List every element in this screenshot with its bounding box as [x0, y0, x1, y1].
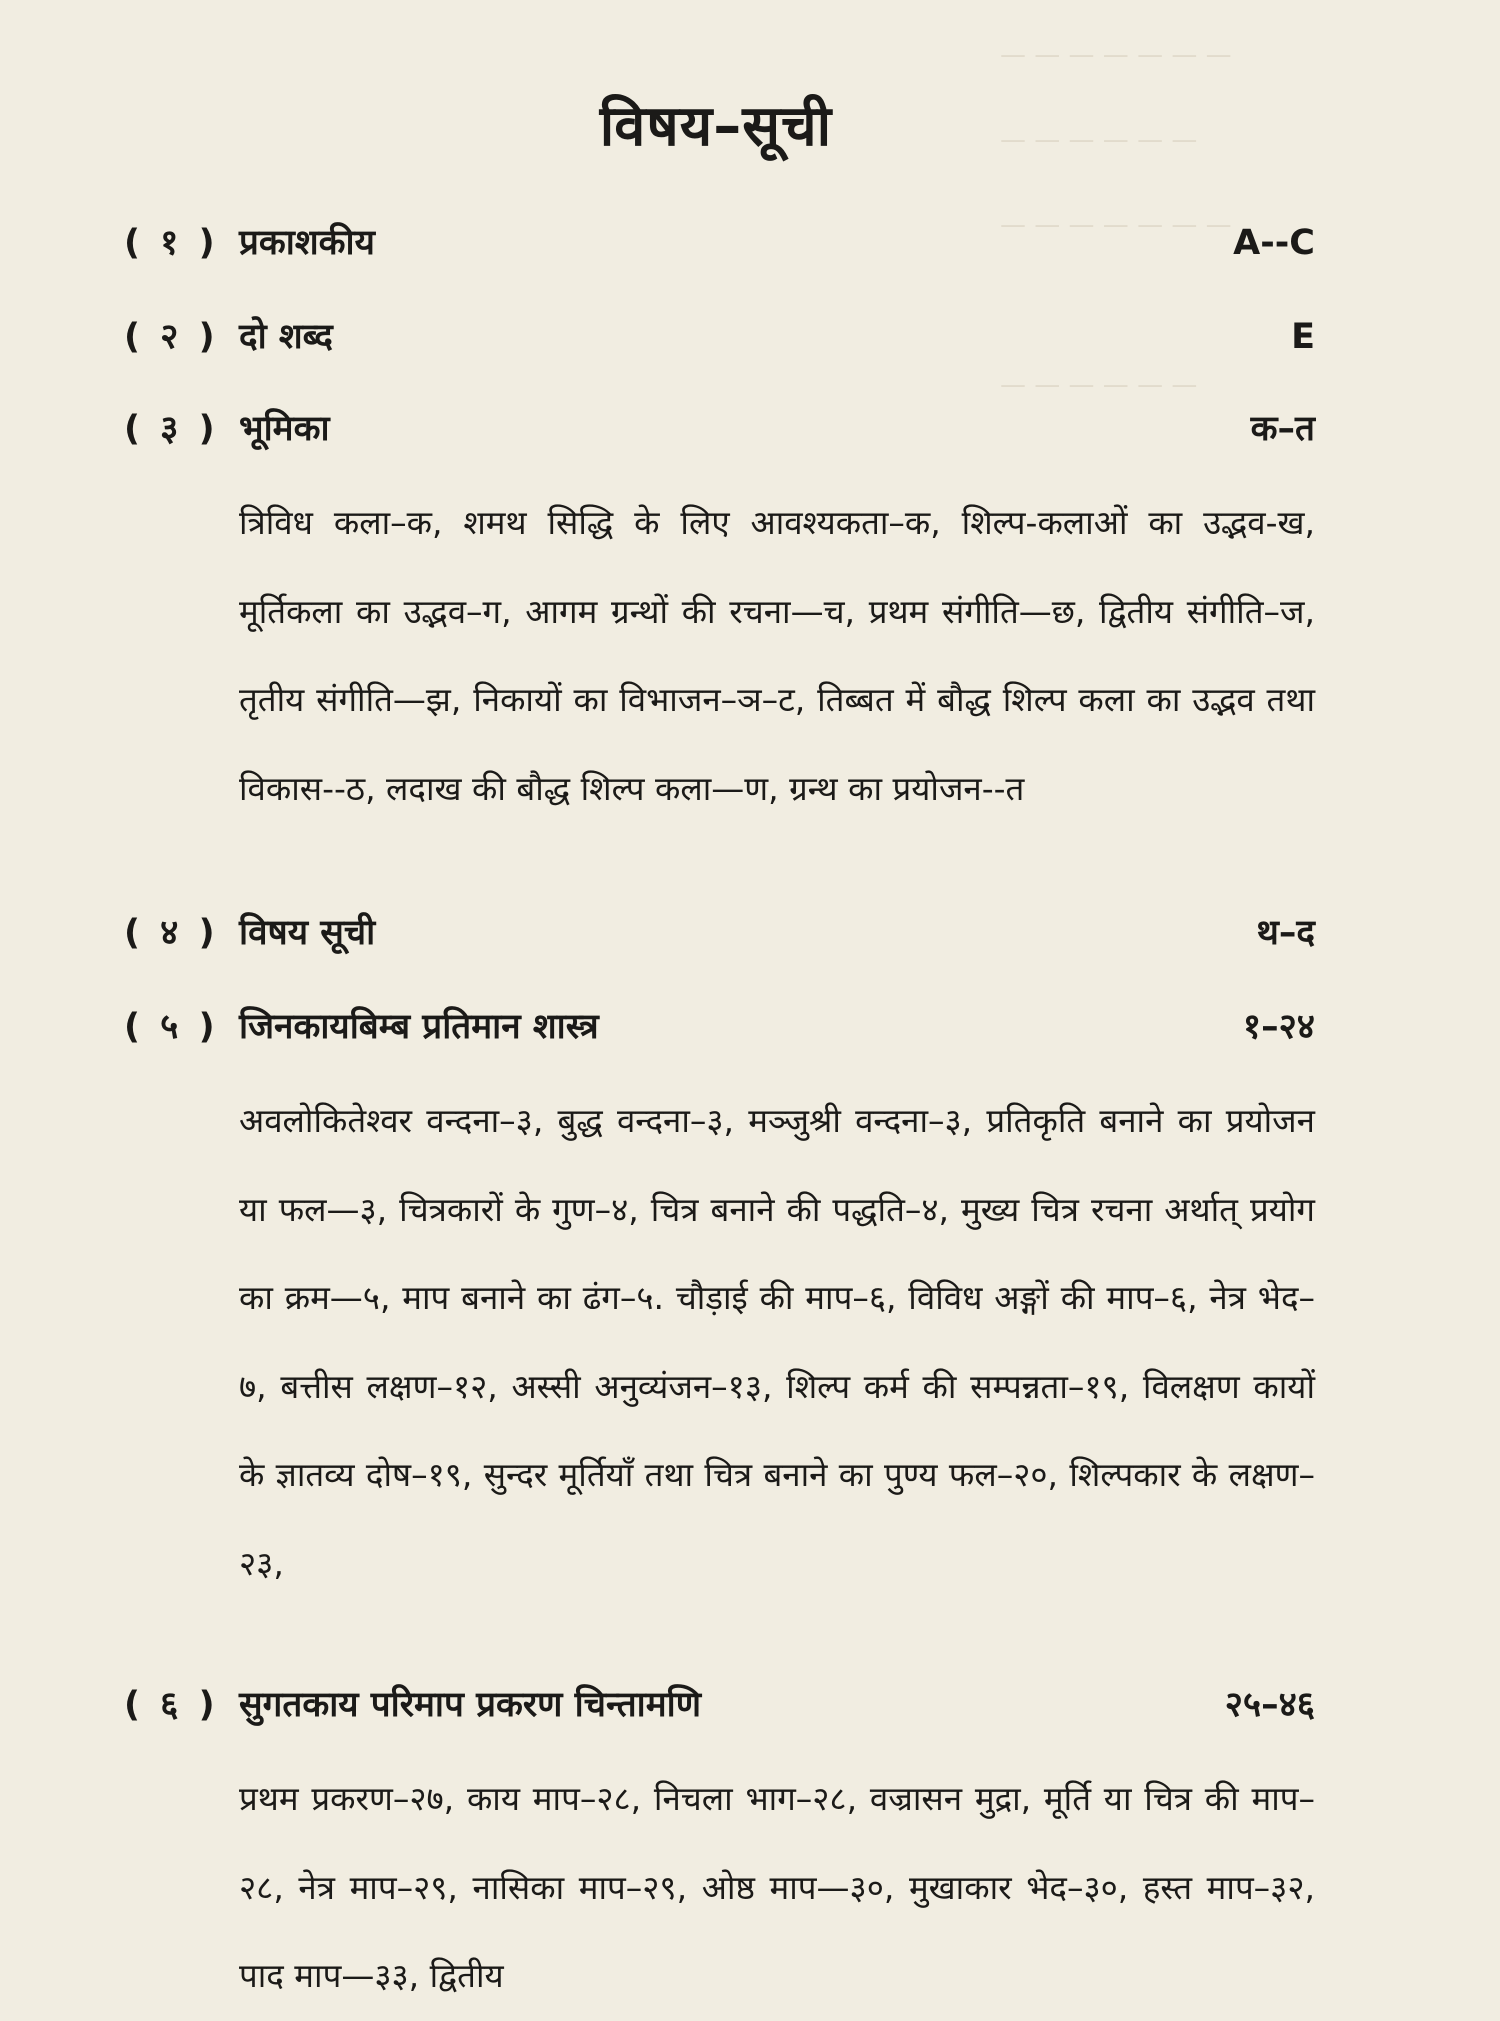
entry-number: ( ६ ) [124, 1685, 219, 1725]
toc-entry-heading [124, 1002, 1315, 1049]
entry-pages: E [1291, 317, 1315, 357]
entry-pages: क–त [1250, 409, 1315, 449]
entry-pages: थ–द [1256, 913, 1315, 953]
entry-title: भूमिका [239, 409, 330, 449]
page-title: विषय–सूची [599, 94, 833, 159]
bleed-through-text: — — — — — — [1000, 370, 1198, 400]
toc-entry [124, 908, 1315, 955]
entry-title: सुगतकाय परिमाप प्रकरण चिन्तामणि [239, 1685, 702, 1725]
toc-entry [124, 1680, 1315, 2021]
toc-entry-heading [124, 218, 1315, 265]
toc-entry-heading [124, 1680, 1315, 1727]
entry-pages: २५–४६ [1224, 1685, 1315, 1725]
entry-pages: १–२४ [1242, 1007, 1315, 1047]
bleed-through-text: — — — — — — [1000, 125, 1198, 155]
entry-description: अवलोकितेश्वर वन्दना–३, बुद्ध वन्दना–३, मञ्जुश्री वन्दना–३, प्रतिकृति बनाने का प्रयोजन या फल—३, चित्रकारों के गुण–४, चित्र बनाने की पद्धति–४, मुख्य चित्र रचना अर्थात् प्रयोग का क्रम—५, माप बनाने का ढंग–५. चौड़ाई की माप–६, विविध अङ्गों की माप–६, नेत्र भेद–७, बत्तीस लक्षण–१२, अस्सी अनुव्यंजन–१३, शिल्प कर्म की सम्पन्नता–१९, विलक्षण कायों के ज्ञातव्य दोष–१९, सुन्दर मूर्तियाँ तथा चित्र बनाने का पुण्य फल–२०, शिल्पकार के लक्षण–२३, [239, 1101, 1315, 1583]
entry-description: प्रथम प्रकरण–२७, काय माप–२८, निचला भाग–२८, वज्रासन मुद्रा, मूर्ति या चित्र की माप–२८, नेत्र माप–२९, नासिका माप–२९, ओष्ठ माप—३०, मुखाकार भेद–३०, हस्त माप–३२, पाद माप—३३, द्वितीय [239, 1779, 1315, 1995]
entry-number: ( २ ) [124, 317, 219, 357]
entry-number: ( १ ) [124, 223, 219, 263]
bleed-through-text: — — — — — — — [1000, 40, 1232, 70]
entry-number: ( ५ ) [124, 1007, 219, 1047]
entry-title: विषय सूची [239, 913, 376, 953]
bleed-through-text: — — — — — — — [1000, 210, 1232, 240]
toc-entry-heading [124, 908, 1315, 955]
toc-entry [124, 312, 1315, 359]
entry-title: प्रकाशकीय [239, 223, 375, 263]
entry-number: ( ३ ) [124, 409, 219, 449]
entry-description: त्रिविध कला–क, शमथ सिद्धि के लिए आवश्यकता–क, शिल्प-कलाओं का उद्भव-ख, मूर्तिकला का उद्भव–ग, आगम ग्रन्थों की रचना—च, प्रथम संगीति—छ, द्वितीय संगीति–ज, तृतीय संगीति—झ, निकायों का विभाजन–ञ–ट, तिब्बत में बौद्ध शिल्प कला का उद्भव तथा विकास--ठ, लदाख की बौद्ध शिल्प कला—ण, ग्रन्थ का प्रयोजन--त [239, 503, 1315, 808]
entry-pages: A--C [1233, 223, 1315, 263]
toc-entry-heading [124, 312, 1315, 359]
entry-number: ( ४ ) [124, 913, 219, 953]
toc-entry [124, 218, 1315, 265]
entry-title: दो शब्द [239, 317, 333, 357]
toc-entry [124, 1002, 1315, 1608]
toc-entry [124, 404, 1315, 833]
toc-entry-heading [124, 404, 1315, 451]
entry-title: जिनकायबिम्ब प्रतिमान शास्त्र [239, 1007, 599, 1047]
